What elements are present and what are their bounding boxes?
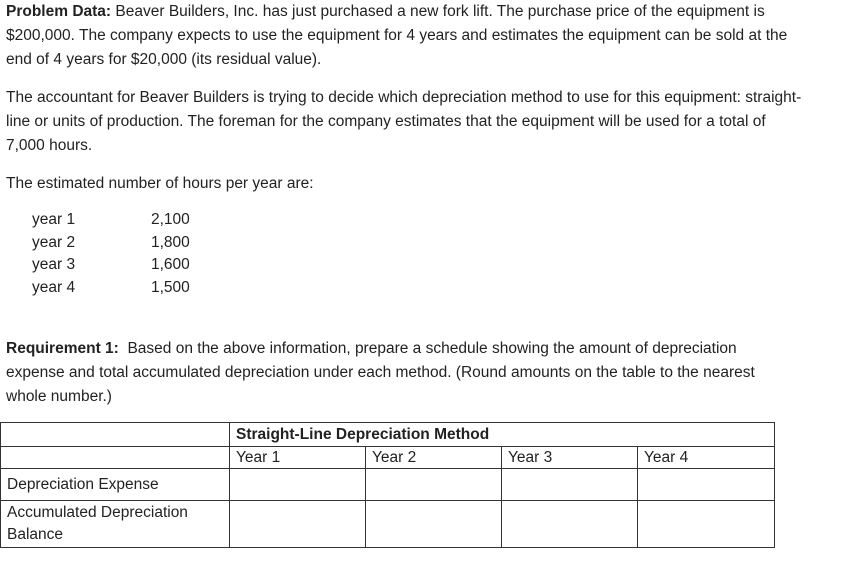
year-header: Year 2 (366, 447, 502, 469)
requirement-paragraph (6, 337, 786, 409)
problem-paragraph (6, 0, 806, 72)
depreciation-expense-year3-cell[interactable] (502, 469, 638, 501)
requirement-label: Requirement 1: (6, 340, 119, 357)
year-header: Year 1 (230, 447, 366, 469)
requirement-text: Based on the above information, prepare a schedule showing the amount of depreciation expense and total accumulated depreciation under each method. (Round amounts on the table to the nearest whole number.) (6, 340, 760, 405)
hours-year: year 3 (32, 256, 76, 273)
table-header-row (1, 447, 775, 469)
depreciation-expense-year1-cell[interactable] (230, 469, 366, 501)
hours-year: year 2 (32, 233, 76, 251)
accumulated-depreciation-year1-cell[interactable] (230, 501, 366, 548)
accountant-paragraph: The accountant for Beaver Builders is trying to decide which depreciation method to use for this equipment: straight-line or units of production. The foreman for the company estimates that the equipment will be used for a total of 7,000 hours. (6, 89, 802, 154)
depreciation-expense-year2-cell[interactable] (366, 469, 502, 501)
problem-text: Beaver Builders, Inc. has just purchased a new fork lift. The purchase price of the equipment is $200,000. The company expects to use the equipment for 4 years and estimates the equipment can be sold at the end of 4 years for $20,000 (its residual value). (6, 3, 788, 68)
hours-row (32, 209, 211, 232)
hours-value: 2,100 (151, 211, 190, 228)
hours-value: 1,500 (151, 278, 190, 296)
year-header: Year 4 (638, 447, 775, 469)
hours-intro: The estimated number of hours per year are: (6, 175, 314, 192)
row-label-header (1, 447, 230, 469)
table-row (1, 469, 775, 501)
table-title-row (1, 423, 775, 447)
hours-value: 1,800 (151, 233, 190, 251)
accumulated-depreciation-year2-cell[interactable] (366, 501, 502, 548)
table-row (1, 501, 775, 548)
depreciation-schedule-table (0, 422, 775, 548)
hours-value: 1,600 (151, 256, 190, 273)
year-header: Year 3 (502, 447, 638, 469)
hours-row (32, 254, 211, 277)
problem-label: Problem Data: (6, 3, 112, 20)
accumulated-depreciation-year3-cell[interactable] (502, 501, 638, 548)
hours-year: year 4 (32, 278, 76, 296)
row-label: Accumulated Depreciation Balance (1, 501, 230, 548)
hours-year: year 1 (32, 211, 76, 228)
row-label: Depreciation Expense (1, 469, 230, 501)
hours-list (32, 209, 211, 299)
depreciation-expense-year4-cell[interactable] (638, 469, 775, 501)
hours-row (32, 232, 211, 255)
accumulated-depreciation-year4-cell[interactable] (638, 501, 775, 548)
method-title: Straight-Line Depreciation Method (230, 423, 775, 447)
hours-row (32, 277, 211, 300)
corner-cell (1, 423, 230, 447)
